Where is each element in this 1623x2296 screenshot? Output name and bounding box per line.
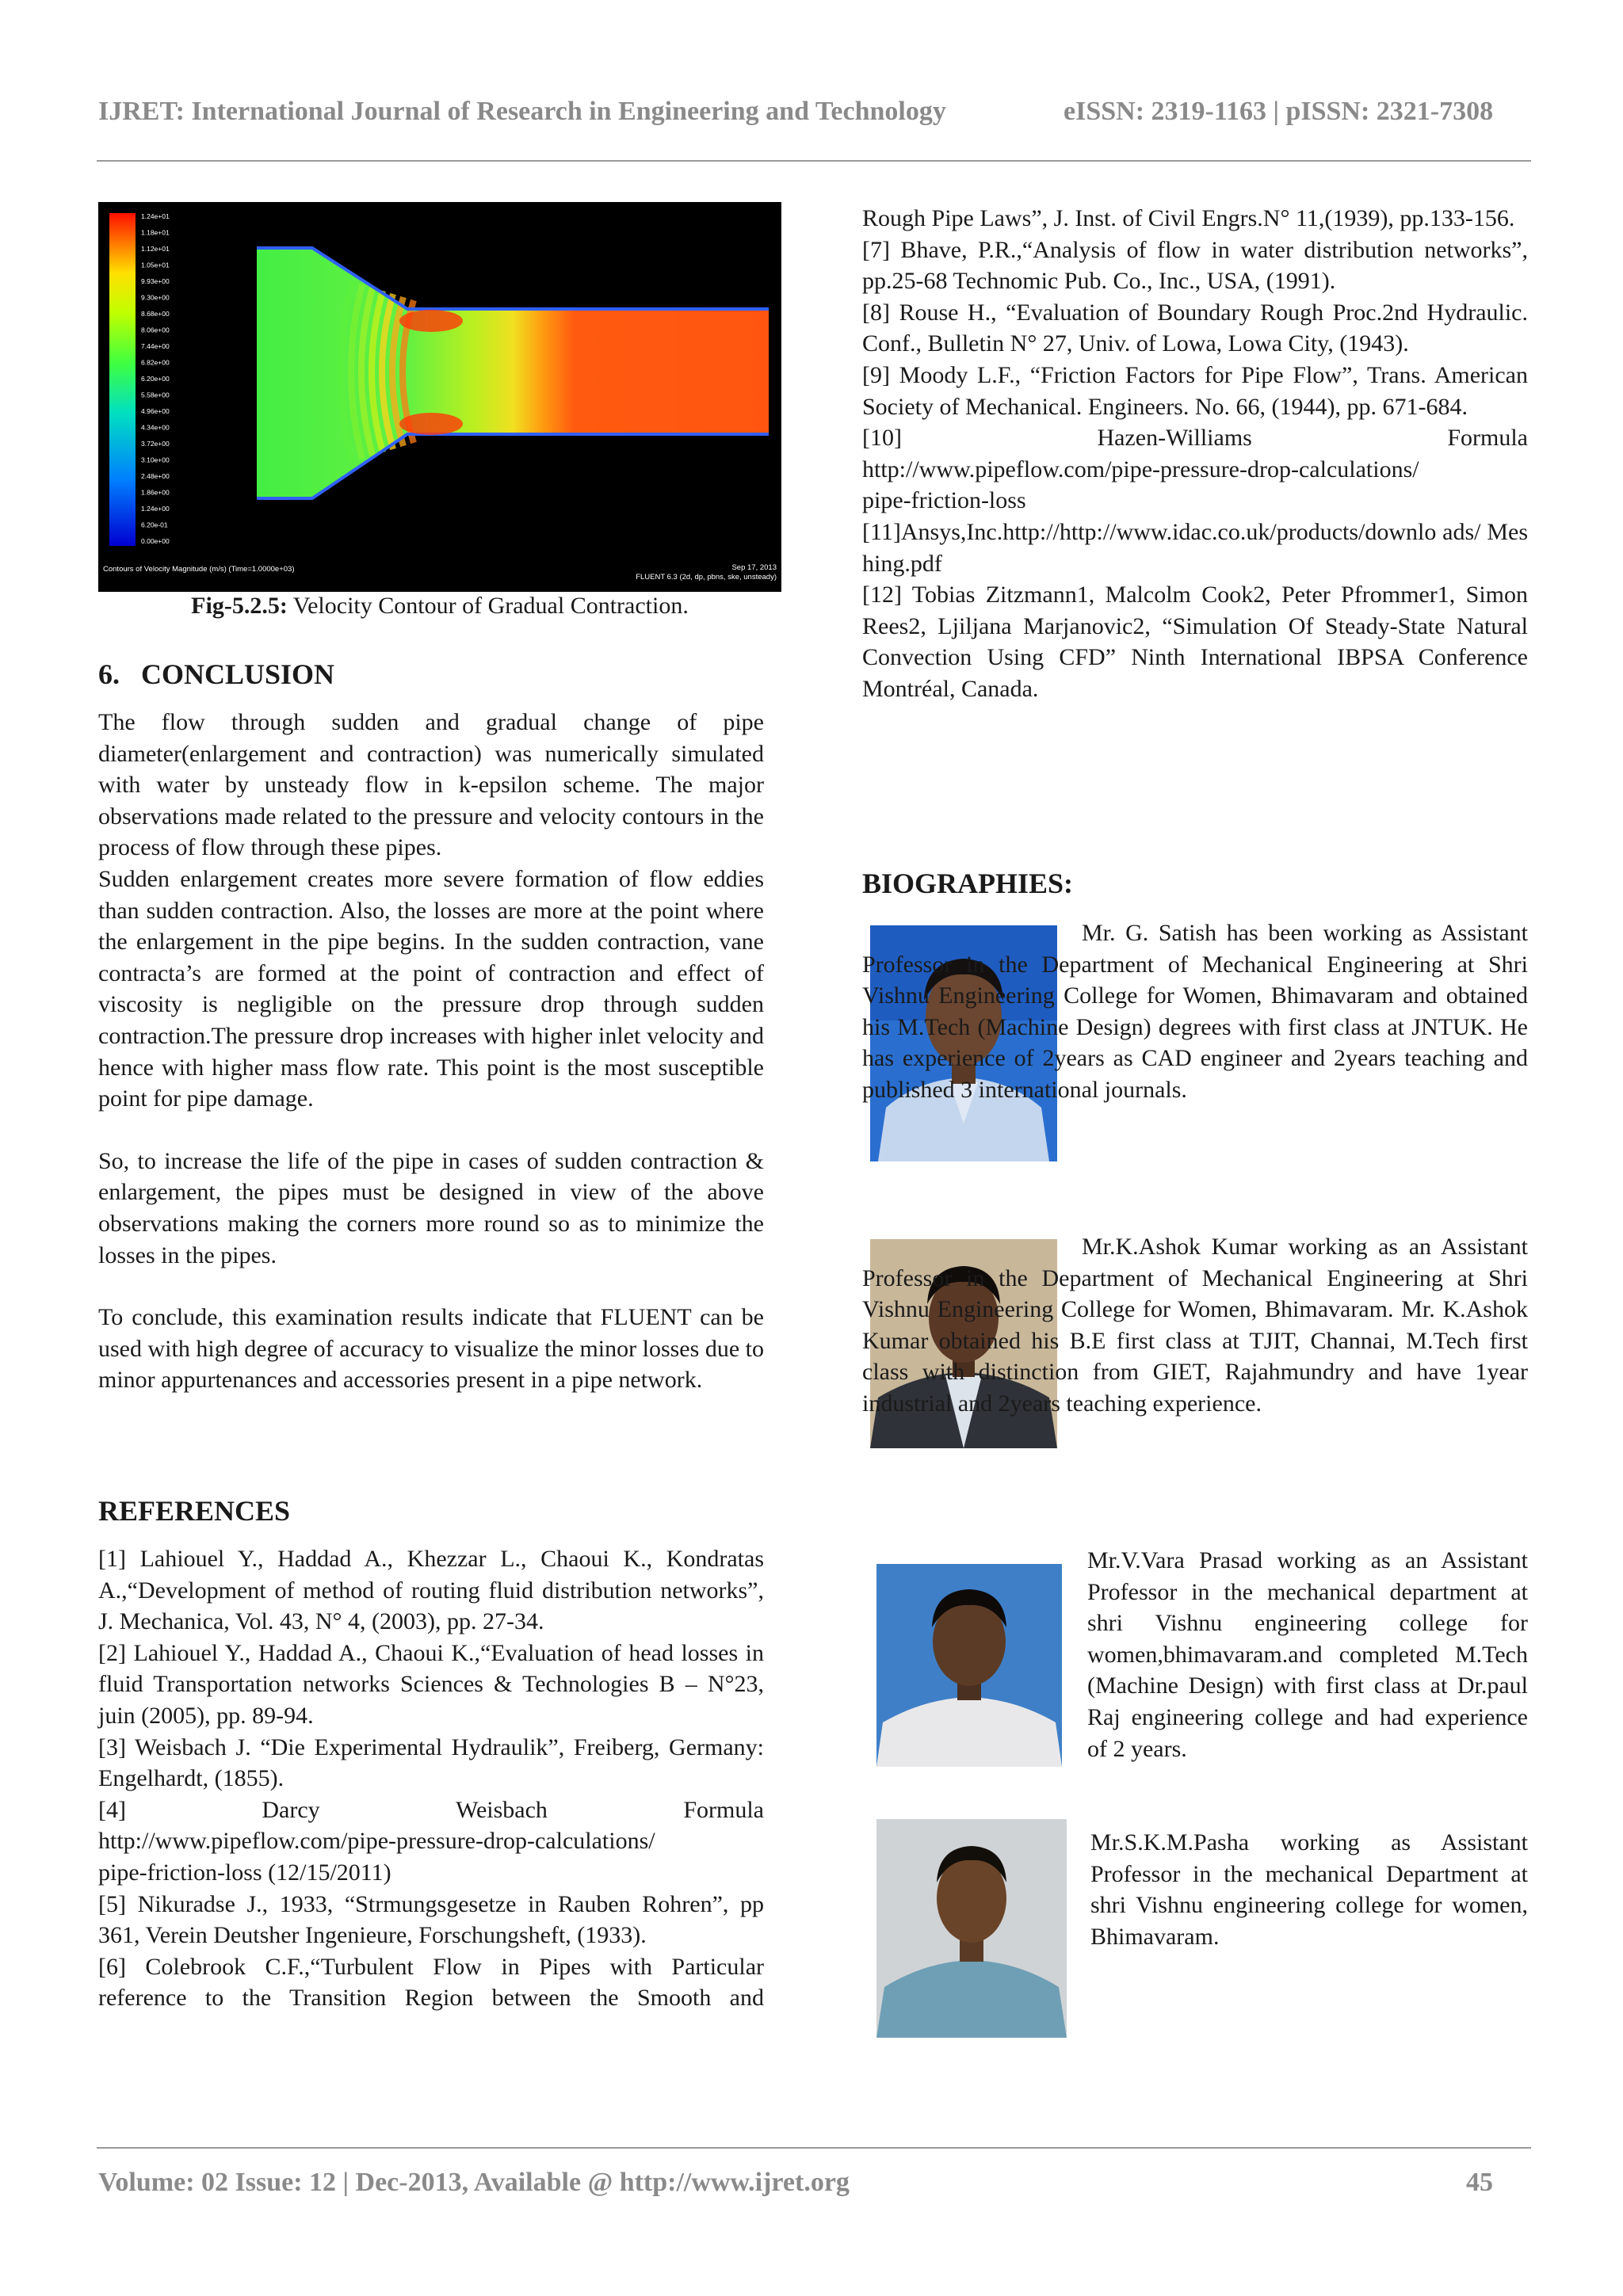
- reference-item: pipe-friction-loss: [862, 487, 1026, 514]
- reference-item: [5] Nikuradse J., 1933, “Strmungsgesetze in Rauben Rohren”, pp 361, Verein Deutsher Ingenieure, Forschungsheft, (1933).: [98, 1890, 764, 1949]
- legend-tick-label: 4.96e+00: [141, 407, 170, 415]
- legend-colorbar: [109, 213, 136, 546]
- bio-text: Mr.S.K.M.Pasha working as Assistant Professor in the mechanical Department at shri Vishnu engineering college for women, Bhimavaram.: [1090, 1829, 1528, 1950]
- bio-vara-prasad: [1087, 1545, 1528, 1764]
- legend-tick-label: 8.68e+00: [141, 310, 170, 318]
- conclusion-paragraph: Sudden enlargement creates more severe formation of flow eddies than sudden contraction. Also, the losses are more at the point where the enlargement in the pipe begins. In the sudden contraction, vane contracta’s are formed at the point of contraction and effect of viscosity is negligible on the pressure drop through sudden contraction.The pressure drop increases with higher inlet velocity and hence with higher mass flow rate. This point is the most susceptible point for pipe damage.: [98, 865, 764, 1112]
- legend-tick-label: 1.24e+00: [141, 505, 170, 513]
- header-rule: [97, 160, 1531, 162]
- reference-item: [1] Lahiouel Y., Haddad A., Khezzar L., Chaoui K., Kondratas A.,“Development of method of routing fluid distribution networks”, J. Mechanica, Vol. 43, N° 4, (2003), pp. 27-34.: [98, 1546, 764, 1635]
- conclusion-paragraph: The flow through sudden and gradual change of pipe diameter(enlargement and contraction) was numerically simulated with water by unsteady flow in k-epsilon scheme. The major observations made related to the pressure and velocity contours in the process of flow through these pipes.: [98, 709, 764, 861]
- footer-volume: Volume: 02 Issue: 12 | Dec-2013, Available @ http://www.ijret.org: [98, 2168, 850, 2197]
- figure-caption: Fig-5.2.5: Velocity Contour of Gradual Contraction.: [191, 593, 689, 619]
- conclusion-paragraph: So, to increase the life of the pipe in cases of sudden contraction & enlargement, the pipes must be designed in view of the above observations making the corners more round so as to minimize the losses in the pipes.: [98, 1147, 764, 1268]
- journal-title: IJRET: International Journal of Research in Engineering and Technology: [98, 97, 946, 126]
- references-left: [98, 1543, 764, 2014]
- reference-link[interactable]: http://www.pipeflow.com/pipe-pressure-drop-calculations/: [862, 456, 1419, 482]
- legend-tick-label: 8.06e+00: [141, 326, 170, 334]
- plot-footer-left: Contours of Velocity Magnitude (m/s) (Time=1.0000e+03): [103, 565, 295, 574]
- bio-text: Mr. G. Satish has been working as Assistant Professor in the Department of Mechanical Engineering at Shri Vishnu Engineering College for Women, Bhimavaram and obtained his M.Tech (Machine Design) degrees with first class at JNTUK. He has experience of 2years as CAD engineer and 2years teaching and published 3 international journals.: [862, 920, 1528, 1103]
- legend-tick-label: 1.12e+01: [141, 245, 170, 253]
- legend-tick-label: 1.18e+01: [141, 228, 170, 237]
- reference-item: pipe-friction-loss (12/15/2011): [98, 1859, 391, 1886]
- legend-tick-label: 9.93e+00: [141, 277, 170, 285]
- reference-item: [3] Weisbach J. “Die Experimental Hydraulik”, Freiberg, Germany: Engelhardt, (1855).: [98, 1733, 764, 1792]
- flow-domain: [257, 248, 769, 498]
- reference-item: [9] Moody L.F., “Friction Factors for Pipe Flow”, Trans. American Society of Mechanical. Engineers. No. 66, (1944), pp. 671-684.: [862, 361, 1528, 420]
- legend-tick-label: 2.48e+00: [141, 472, 170, 480]
- reference-item: [12] Tobias Zitzmann1, Malcolm Cook2, Peter Pfrommer1, Simon Rees2, Ljiljana Marjanovic2, “Simulation Of Steady-State Natural Convection Using CFD” Ninth International IBPSA Conference Montréal, Canada.: [862, 582, 1528, 702]
- reference-link[interactable]: http://www.pipeflow.com/pipe-pressure-drop-calculations/: [98, 1828, 655, 1855]
- plot-footer-date: Sep 17, 2013: [731, 563, 777, 572]
- legend-tick-label: 5.58e+00: [141, 391, 170, 399]
- photo-vara-prasad: [876, 1564, 1062, 1767]
- references-right: [862, 203, 1528, 705]
- legend-tick-label: 6.20e-01: [141, 521, 168, 529]
- reference-item: [11]Ansys,Inc.http://http://www.idac.co.uk/products/downlo ads/ Meshing.pdf: [862, 518, 1528, 577]
- photo-pasha: [876, 1819, 1067, 2038]
- legend-tick-label: 3.10e+00: [141, 456, 170, 464]
- legend-labels: [141, 212, 170, 545]
- reference-item: Rough Pipe Laws”, J. Inst. of Civil Engrs.N° 11,(1939), pp.133-156.: [862, 205, 1515, 231]
- conclusion-heading: 6. CONCLUSION: [98, 658, 335, 690]
- plot-footer-solver: FLUENT 6.3 (2d, dp, pbns, ske, unsteady): [636, 573, 777, 582]
- issn: eISSN: 2319-1163 | pISSN: 2321-7308: [1064, 97, 1494, 126]
- legend-tick-label: 4.34e+00: [141, 423, 170, 432]
- legend-tick-label: 0.00e+00: [141, 537, 170, 545]
- legend-tick-label: 7.44e+00: [141, 342, 170, 350]
- conclusion-paragraph: To conclude, this examination results indicate that FLUENT can be used with high degree of accuracy to visualize the minor losses due to minor appurtenances and accessories present in a pipe network.: [98, 1304, 764, 1394]
- legend-tick-label: 6.20e+00: [141, 375, 170, 383]
- legend-tick-label: 1.05e+01: [141, 261, 170, 269]
- footer-rule: [97, 2147, 1531, 2149]
- bio-satish: [862, 917, 1528, 1106]
- legend-tick-label: 1.24e+01: [141, 212, 170, 220]
- reference-item: [6] Colebrook C.F.,“Turbulent Flow in Pipes with Particular reference to the Transition Region between the Smooth and: [98, 1953, 764, 2012]
- references-heading: REFERENCES: [98, 1495, 291, 1527]
- reference-item: [2] Lahiouel Y., Haddad A., Chaoui K.,“Evaluation of head losses in fluid Transportation networks Sciences & Technologies B – N°23, juin (2005), pp. 89-94.: [98, 1639, 764, 1729]
- velocity-contour-figure: [98, 202, 781, 592]
- conclusion-body: [98, 707, 764, 1396]
- reference-item-4: [4] Darcy Weisbach Formula: [98, 1796, 764, 1823]
- legend-tick-label: 6.82e+00: [141, 358, 170, 367]
- reference-item: [7] Bhave, P.R.,“Analysis of flow in water distribution networks”, pp.25-68 Technomic Pub. Co., Inc., USA, (1991).: [862, 236, 1528, 295]
- legend-tick-label: 9.30e+00: [141, 293, 170, 302]
- bio-pasha: [1090, 1827, 1528, 1952]
- page-number: 45: [1466, 2168, 1493, 2197]
- legend-tick-label: 3.72e+00: [141, 440, 170, 448]
- bio-ashok-kumar: [862, 1231, 1528, 1420]
- reference-item: [8] Rouse H., “Evaluation of Boundary Rough Proc.2nd Hydraulic. Conf., Bulletin N° 27, Univ. of Lowa, Lowa City, (1943).: [862, 299, 1528, 357]
- reference-item-10: [10] Hazen-Williams Formula: [862, 425, 1528, 452]
- biographies-heading: BIOGRAPHIES:: [862, 868, 1074, 899]
- legend-tick-label: 1.86e+00: [141, 488, 170, 497]
- bio-text: Mr.V.Vara Prasad working as an Assistant Professor in the mechanical department at shri Vishnu engineering college for women,bhimavaram.and completed M.Tech (Machine Design) with first class at Dr.paul Raj engineering college and had experience of 2 years.: [1087, 1547, 1528, 1762]
- contour-plot: [98, 202, 781, 592]
- bio-text: Mr.K.Ashok Kumar working as an Assistant Professor in the Department of Mechanical Engineering at Shri Vishnu Engineering College for Women, Bhimavaram. Mr. K.Ashok Kumar obtained his B.E first class at TJIT, Channai, M.Tech first class with distinction from GIET, Rajahmundry and have 1year industrial and 2years teaching experience.: [862, 1234, 1528, 1417]
